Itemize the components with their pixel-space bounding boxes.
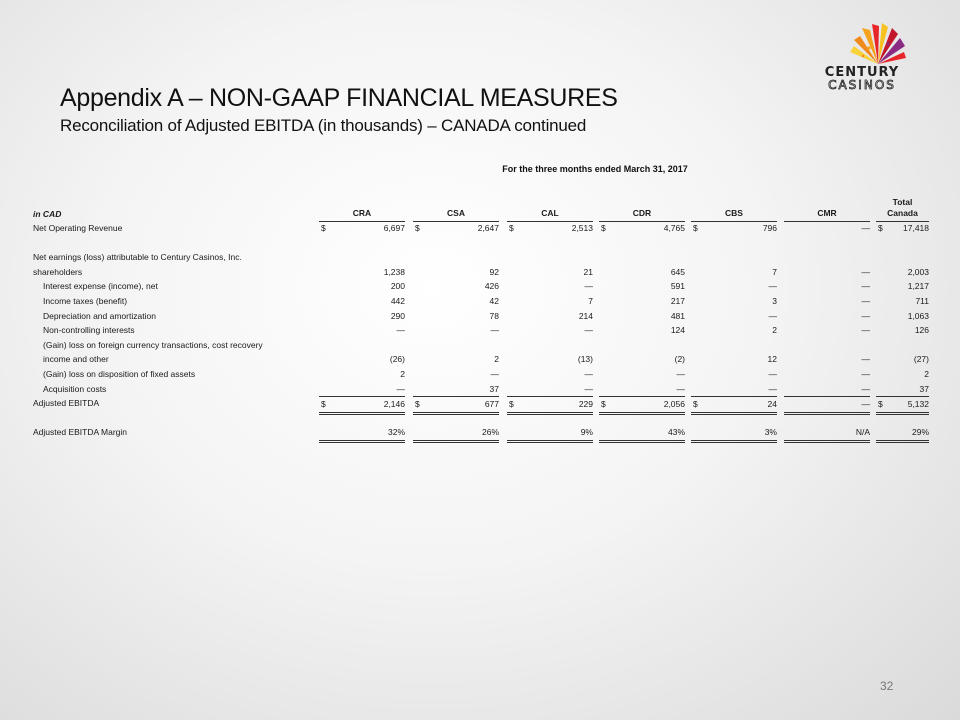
cell-value: (26) xyxy=(389,354,405,365)
cell-value: — xyxy=(861,223,870,233)
page-title: Appendix A – NON-GAAP FINANCIAL MEASURES xyxy=(60,84,618,112)
table-cell-cdr xyxy=(599,382,685,397)
table-cell-cra xyxy=(319,425,405,443)
cell-value: 2 xyxy=(494,354,499,365)
table-cell-cdr xyxy=(599,425,685,443)
cell-value: 3% xyxy=(764,427,777,438)
row-label: Net earnings (loss) attributable to Century Casinos, Inc. xyxy=(33,252,242,263)
cell-value: 124 xyxy=(670,325,685,336)
table-cell-total-canada xyxy=(876,309,929,324)
table-row xyxy=(33,425,929,440)
table-cell-csa xyxy=(413,352,499,367)
table-cell-total-canada xyxy=(876,221,929,236)
cell-value: 591 xyxy=(670,281,685,292)
table-cell-csa xyxy=(413,294,499,309)
cell-value: 677 xyxy=(484,399,499,410)
table-row xyxy=(33,338,929,353)
cell-value: 229 xyxy=(578,399,593,410)
cell-value: 92 xyxy=(489,266,499,277)
page-number: 32 xyxy=(880,679,894,693)
table-cell-cmr xyxy=(784,352,870,367)
table-cell-cal xyxy=(507,382,593,397)
table-cell-cbs xyxy=(691,323,777,338)
cell-value: 21 xyxy=(583,266,593,277)
spacer-row xyxy=(33,236,929,251)
dollar-sign: $ xyxy=(601,399,606,410)
cell-value: — xyxy=(861,383,870,394)
table-cell-cdr xyxy=(599,352,685,367)
table-cell-cdr xyxy=(599,294,685,309)
cell-value: 214 xyxy=(578,310,593,321)
cell-value: — xyxy=(768,281,777,292)
cell-value: 711 xyxy=(915,295,929,306)
cell-value: 290 xyxy=(390,310,405,321)
table-cell-cal xyxy=(507,221,593,236)
table-cell-cbs xyxy=(691,265,777,280)
cell-value: — xyxy=(396,383,405,394)
column-header-line: Canada xyxy=(887,208,918,218)
cell-value: 126 xyxy=(914,325,929,336)
table-cell-cbs xyxy=(691,309,777,324)
cell-value: 5,132 xyxy=(907,399,929,410)
cell-value: 1,217 xyxy=(907,281,929,292)
table-cell-total-canada xyxy=(876,279,929,294)
cell-value: 78 xyxy=(489,310,499,321)
table-row xyxy=(33,396,929,411)
cell-value: N/A xyxy=(855,427,870,438)
cell-value: — xyxy=(584,368,593,379)
spacer-row xyxy=(33,411,929,426)
table-cell-total-canada xyxy=(876,352,929,367)
table-cell-cal xyxy=(507,323,593,338)
table-cell-cra xyxy=(319,309,405,324)
table-cell-cra xyxy=(319,221,405,236)
table-cell-total-canada xyxy=(876,367,929,382)
cell-value: — xyxy=(861,310,870,321)
financial-table xyxy=(33,191,929,440)
cell-value: — xyxy=(584,325,593,336)
row-label: Net Operating Revenue xyxy=(33,223,123,233)
row-label: shareholders xyxy=(33,266,83,277)
cell-value: 426 xyxy=(484,281,499,292)
cell-value: — xyxy=(861,281,870,292)
table-cell-cdr xyxy=(599,221,685,236)
cell-value: — xyxy=(584,281,593,292)
cell-value: (13) xyxy=(577,354,593,365)
row-label: Acquisition costs xyxy=(43,383,107,394)
cell-value: — xyxy=(676,368,685,379)
cell-value: 6,697 xyxy=(383,223,405,233)
logo-wordmark-casinos: CASINOS xyxy=(828,78,896,92)
table-cell-cmr xyxy=(784,367,870,382)
cell-value: 43% xyxy=(667,427,685,438)
table-cell-cra xyxy=(319,352,405,367)
cell-value: — xyxy=(861,325,870,336)
table-cell-cdr xyxy=(599,367,685,382)
table-cell-cmr xyxy=(784,323,870,338)
column-header-text xyxy=(507,208,593,219)
row-label: Interest expense (income), net xyxy=(43,281,158,292)
table-cell-cal xyxy=(507,294,593,309)
table-cell-cbs xyxy=(691,352,777,367)
cell-value: — xyxy=(861,266,870,277)
cell-value: 1,063 xyxy=(907,310,929,321)
page-subtitle: Reconciliation of Adjusted EBITDA (in thousands) – CANADA continued xyxy=(60,116,587,135)
column-header-cra xyxy=(319,191,405,222)
column-header-cdr xyxy=(599,191,685,222)
table-header-row xyxy=(33,191,929,221)
table-cell-total-canada xyxy=(876,294,929,309)
cell-value: — xyxy=(584,383,593,394)
column-header-cmr xyxy=(784,191,870,222)
table-cell-cbs xyxy=(691,425,777,443)
table-cell-cra xyxy=(319,294,405,309)
column-header-cal xyxy=(507,191,593,222)
column-header-text xyxy=(319,208,405,219)
table-cell-cal xyxy=(507,265,593,280)
table-row xyxy=(33,265,929,280)
cell-value: 2,647 xyxy=(477,223,499,233)
table-cell-cdr xyxy=(599,279,685,294)
cell-value: (2) xyxy=(674,354,685,365)
table-cell-csa xyxy=(413,425,499,443)
column-header-text xyxy=(599,208,685,219)
cell-value: 29% xyxy=(911,427,929,438)
column-header-cbs xyxy=(691,191,777,222)
table-cell-cal xyxy=(507,425,593,443)
cell-value: 2 xyxy=(400,368,405,379)
table-cell-cra xyxy=(319,265,405,280)
table-cell-cra xyxy=(319,367,405,382)
cell-value: 26% xyxy=(481,427,499,438)
table-cell-cbs xyxy=(691,367,777,382)
table-row xyxy=(33,250,929,265)
dollar-sign: $ xyxy=(509,399,514,410)
row-label: income and other xyxy=(43,354,109,365)
cell-value: 481 xyxy=(670,310,685,321)
table-row xyxy=(33,367,929,382)
cell-value: 2 xyxy=(924,368,929,379)
cell-value: 2,056 xyxy=(663,399,685,410)
century-casinos-logo xyxy=(812,22,912,92)
cell-value: 12 xyxy=(767,354,777,365)
cell-value: 2,513 xyxy=(571,223,593,233)
cell-value: 32% xyxy=(387,427,405,438)
column-header-text xyxy=(691,208,777,219)
table-cell-csa xyxy=(413,309,499,324)
cell-value: — xyxy=(861,295,870,306)
table-cell-cal xyxy=(507,279,593,294)
column-header-text xyxy=(876,197,929,219)
table-cell-cbs xyxy=(691,382,777,397)
dollar-sign: $ xyxy=(415,223,420,233)
cell-value: 4,765 xyxy=(663,223,685,233)
cell-value: — xyxy=(396,325,405,336)
table-row xyxy=(33,294,929,309)
row-label: Depreciation and amortization xyxy=(43,310,156,321)
table-cell-cmr xyxy=(784,279,870,294)
dollar-sign: $ xyxy=(321,223,326,233)
row-label: Income taxes (benefit) xyxy=(43,295,128,306)
table-row xyxy=(33,221,929,236)
table-cell-cal xyxy=(507,367,593,382)
table-cell-cra xyxy=(319,382,405,397)
table-cell-cal xyxy=(507,352,593,367)
cell-value: — xyxy=(861,368,870,379)
column-header-line: CMR xyxy=(817,208,837,218)
table-cell-csa xyxy=(413,382,499,397)
cell-value: 17,418 xyxy=(903,223,929,233)
dollar-sign: $ xyxy=(878,223,883,233)
column-header-text xyxy=(413,208,499,219)
table-cell-cdr xyxy=(599,265,685,280)
cell-value: 2,146 xyxy=(383,399,405,410)
dollar-sign: $ xyxy=(693,399,698,410)
cell-value: — xyxy=(861,354,870,365)
column-header-total-canada xyxy=(876,191,929,222)
dollar-sign: $ xyxy=(878,399,883,410)
table-cell-total-canada xyxy=(876,425,929,443)
table-row xyxy=(33,279,929,294)
table-cell-total-canada xyxy=(876,265,929,280)
table-cell-cmr xyxy=(784,265,870,280)
column-header-line: CDR xyxy=(632,208,652,218)
table-cell-cra xyxy=(319,279,405,294)
cell-value: — xyxy=(768,310,777,321)
cell-value: — xyxy=(490,325,499,336)
cell-value: — xyxy=(490,368,499,379)
table-cell-cmr xyxy=(784,294,870,309)
table-cell-cdr xyxy=(599,309,685,324)
table-row xyxy=(33,382,929,397)
column-header-csa xyxy=(413,191,499,222)
cell-value: — xyxy=(676,383,685,394)
cell-value: 442 xyxy=(390,295,405,306)
table-cell-csa xyxy=(413,265,499,280)
dollar-sign: $ xyxy=(321,399,326,410)
cell-value: 37 xyxy=(489,383,499,394)
table-cell-cmr xyxy=(784,382,870,397)
row-label: (Gain) loss on disposition of fixed assets xyxy=(43,368,196,379)
dollar-sign: $ xyxy=(601,223,606,233)
table-cell-total-canada xyxy=(876,323,929,338)
table-cell-cdr xyxy=(599,323,685,338)
cell-value: 1,238 xyxy=(383,266,405,277)
cell-value: (27) xyxy=(913,354,929,365)
column-header-text xyxy=(784,208,870,219)
table-cell-csa xyxy=(413,323,499,338)
period-heading: For the three months ended March 31, 2017 xyxy=(502,164,688,174)
table-cell-csa xyxy=(413,279,499,294)
table-cell-total-canada xyxy=(876,382,929,397)
dollar-sign: $ xyxy=(693,223,698,233)
table-cell-cbs xyxy=(691,279,777,294)
table-row xyxy=(33,309,929,324)
cell-value: 24 xyxy=(767,399,777,410)
row-label: Non-controlling interests xyxy=(43,325,135,336)
row-label: (Gain) loss on foreign currency transactions, cost recovery xyxy=(43,339,263,350)
cell-value: 217 xyxy=(670,295,685,306)
column-header-line: CAL xyxy=(541,208,559,218)
table-cell-cbs xyxy=(691,221,777,236)
cell-value: 37 xyxy=(919,383,929,394)
cell-value: 3 xyxy=(772,295,777,306)
table-cell-csa xyxy=(413,367,499,382)
cell-value: 42 xyxy=(489,295,499,306)
table-cell-cmr xyxy=(784,221,870,236)
cell-value: 2 xyxy=(772,325,777,336)
cell-value: 7 xyxy=(588,295,593,306)
column-header-line: CBS xyxy=(725,208,743,218)
table-cell-cmr xyxy=(784,425,870,443)
cell-value: 645 xyxy=(670,266,685,277)
cell-value: 796 xyxy=(762,223,777,233)
table-cell-cra xyxy=(319,323,405,338)
starburst-logo-icon xyxy=(848,22,908,66)
dollar-sign: $ xyxy=(415,399,420,410)
dollar-sign: $ xyxy=(509,223,514,233)
logo-wordmark-century: CENTURY xyxy=(824,65,900,80)
table-row xyxy=(33,323,929,338)
cell-value: — xyxy=(768,368,777,379)
row-label: Adjusted EBITDA xyxy=(33,398,100,409)
table-cell-csa xyxy=(413,221,499,236)
cell-value: — xyxy=(768,383,777,394)
column-header-line: CSA xyxy=(447,208,465,218)
cell-value: 7 xyxy=(772,266,777,277)
column-header-line: CRA xyxy=(352,208,372,218)
row-label: Adjusted EBITDA Margin xyxy=(33,427,128,438)
table-cell-cbs xyxy=(691,294,777,309)
currency-label: in CAD xyxy=(33,209,62,219)
cell-value: 9% xyxy=(580,427,593,438)
cell-value: 2,003 xyxy=(907,266,929,277)
column-header-line: Total xyxy=(892,197,913,207)
table-cell-cmr xyxy=(784,309,870,324)
table-row xyxy=(33,352,929,367)
cell-value: 200 xyxy=(390,281,405,292)
cell-value: — xyxy=(861,399,870,410)
table-cell-cal xyxy=(507,309,593,324)
